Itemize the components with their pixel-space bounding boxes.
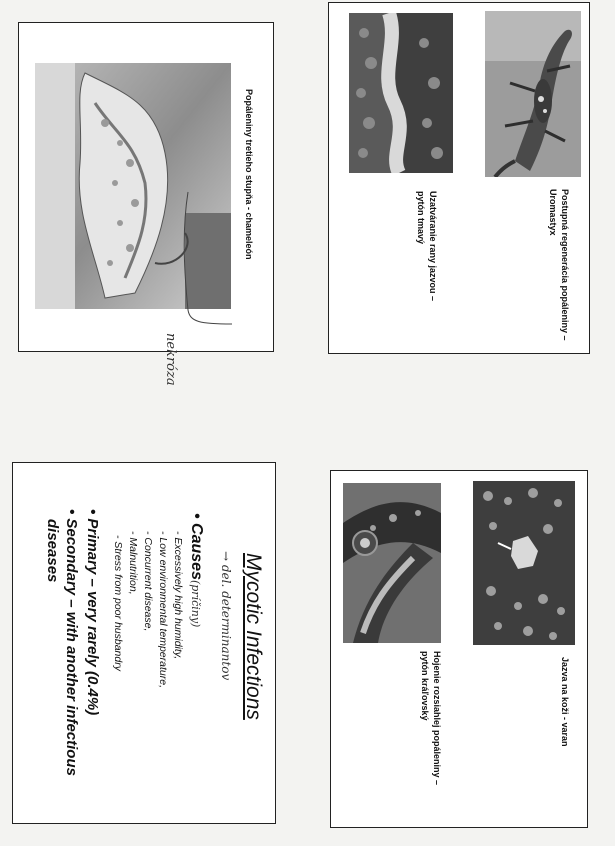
uromastyx-caption-line1: Postupná regenerácia popáleniny – <box>560 189 570 341</box>
uromastyx-lizard-image <box>485 11 581 177</box>
python-royal-caption-line2: pytón kráľovský <box>420 651 430 721</box>
python-dark-scar-image <box>349 13 453 173</box>
varan-photo <box>473 481 575 645</box>
cause-item: - Malnutrition, <box>127 531 139 595</box>
mycotic-title: Mycotic Infections <box>242 553 265 720</box>
slide-uromastyx-python <box>328 2 590 354</box>
python-royal-photo <box>343 483 441 643</box>
cause-item: - Excessively high humidity, <box>172 531 184 660</box>
python-dark-caption <box>415 191 439 301</box>
uromastyx-caption <box>547 189 571 341</box>
slide-mycotic-infections <box>12 462 276 824</box>
primary-bullet: • Primary – very rarely (0.4%) <box>84 509 101 716</box>
secondary-text-line1: Secondary – with another infectious <box>63 518 80 776</box>
handnote-necrosis: nekróza <box>163 333 178 386</box>
python-dark-photo <box>349 13 453 173</box>
cause-item: - Stress from poor husbandry <box>112 535 124 671</box>
causes-bullet: • <box>188 513 205 524</box>
causes-heading <box>187 513 205 627</box>
cause-item: - Low environmental temperature, <box>157 531 169 688</box>
python-royal-caption <box>419 651 443 785</box>
python-royal-burn-image <box>343 483 441 643</box>
causes-label: Causes <box>188 523 205 580</box>
mycotic-title-handnote: → del. determinantov <box>219 551 233 681</box>
secondary-text-line2: diseases <box>44 519 61 583</box>
uromastyx-caption-line2: Uromastyx <box>548 189 558 236</box>
python-royal-caption-line1: Hojenie rozsiahlej popáleniny – <box>432 651 442 786</box>
causes-list <box>110 531 185 688</box>
varan-caption: Jazva na koži - varan <box>560 657 570 747</box>
slide-varan-python <box>330 470 588 828</box>
primary-text: Primary – very rarely (0.4%) <box>84 518 101 716</box>
python-dark-caption-line1: Uzatváranie rany jazvou – <box>428 191 438 302</box>
python-dark-caption-line2: pytón tmavý <box>416 191 426 245</box>
chameleon-caption: Popáleniny tretieho stupňa - chameleón <box>244 89 254 260</box>
causes-handnote: (príčiny) <box>189 579 202 628</box>
annotation-arrow <box>180 190 240 340</box>
uromastyx-photo <box>485 11 581 177</box>
cause-item: - Concurrent disease, <box>142 531 154 632</box>
varan-scar-image <box>473 481 575 645</box>
secondary-bullet: • Secondary – with another infectious diseases <box>44 509 80 776</box>
